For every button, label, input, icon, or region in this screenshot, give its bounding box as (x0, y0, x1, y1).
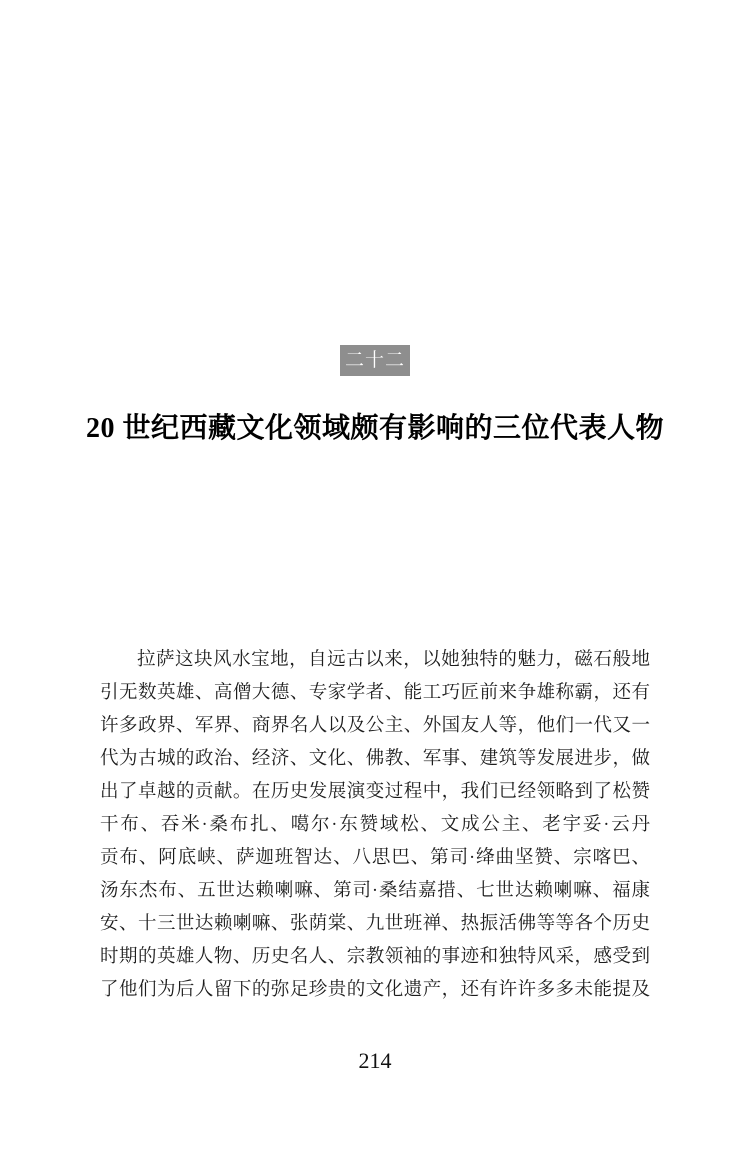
body-text-line: 汤东杰布、五世达赖喇嘛、第司·桑结嘉措、七世达赖喇嘛、福康 (100, 881, 650, 901)
body-text-line: 安、十三世达赖喇嘛、张荫棠、九世班禅、热振活佛等等各个历史 (100, 914, 650, 934)
body-text-line: 引无数英雄、高僧大德、专家学者、能工巧匠前来争雄称霸，还有 (100, 683, 650, 703)
chapter-title: 20 世纪西藏文化领域颇有影响的三位代表人物 (85, 412, 664, 444)
body-text-line: 时期的英雄人物、历史名人、宗教领袖的事迹和独特风采，感受到 (100, 947, 650, 967)
page-number: 214 (358, 1048, 392, 1073)
body-text-line: 代为古城的政治、经济、文化、佛教、军事、建筑等发展进步，做 (100, 749, 650, 769)
body-text-line: 拉萨这块风水宝地，自远古以来，以她独特的魅力，磁石般地 (137, 650, 650, 670)
chapter-number-label: 二十二 (344, 350, 405, 371)
body-text-line: 贡布、阿底峡、萨迦班智达、八思巴、第司·绛曲坚赞、宗喀巴、 (100, 848, 650, 868)
body-text-line: 许多政界、军界、商界名人以及公主、外国友人等，他们一代又一 (100, 716, 650, 736)
chapter-number-badge (340, 345, 410, 376)
body-text-line: 了他们为后人留下的弥足珍贵的文化遗产，还有许许多多未能提及 (100, 980, 650, 1000)
body-text-line: 干布、吞米·桑布扎、噶尔·东赞域松、文成公主、老宇妥·云丹 (100, 815, 650, 835)
body-paragraph (100, 644, 650, 1007)
body-text-line: 出了卓越的贡献。在历史发展演变过程中，我们已经领略到了松赞 (100, 782, 650, 802)
